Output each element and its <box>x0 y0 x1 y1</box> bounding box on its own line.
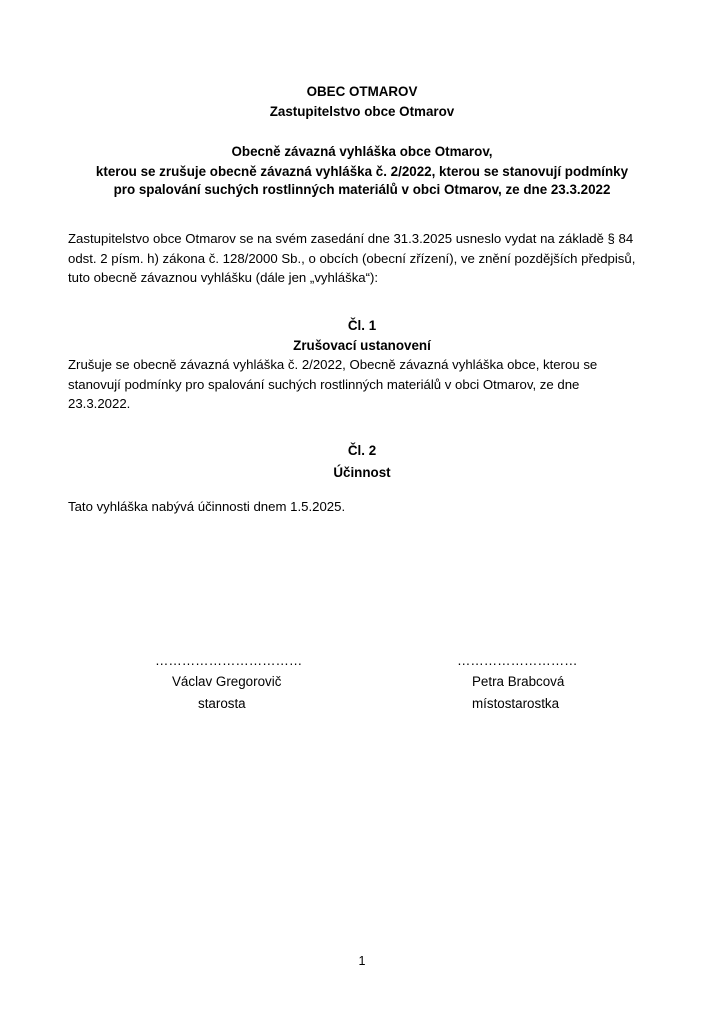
article-1-line: stanovují podmínky pro spalování suchých rostlinných materiálů v obci Otmarov, ze dne <box>68 376 580 392</box>
preamble-line: Zastupitelstvo obce Otmarov se na svém zasedání dne 31.3.2025 usneslo vydat na základě § 84 <box>68 231 634 246</box>
municipality-title: OBEC OTMAROV <box>306 84 418 99</box>
article-1-line: Zrušuje se obecně závazná vyhláška č. 2/2022, Obecně závazná vyhláška obce, kterou se <box>68 357 598 372</box>
article-1-line: 23.3.2022. <box>68 396 131 412</box>
signatory-name-left: Václav Gregorovič <box>172 674 282 689</box>
title-line: pro spalování suchých rostlinných materiálů v obci Otmarov, ze dne 23.3.2022 <box>113 182 611 197</box>
preamble <box>68 229 658 288</box>
preamble-line: tuto obecně závaznou vyhlášku (dále jen „vyhláška“): <box>68 270 379 286</box>
signatory-role-right: místostarostka <box>472 696 560 711</box>
preamble-line: odst. 2 písm. h) zákona č. 128/2000 Sb., o obcích (obecní zřízení), ve znění pozdějších předpisů, <box>68 250 636 266</box>
article-1-heading: Zrušovací ustanovení <box>293 338 431 353</box>
title-line: Obecně závazná vyhláška obce Otmarov, <box>231 144 493 159</box>
article-1-text <box>68 355 658 414</box>
article-2-text: Tato vyhláška nabývá účinnosti dnem 1.5.2025. <box>68 499 346 514</box>
signatory-role-left: starosta <box>198 696 246 711</box>
council-title: Zastupitelstvo obce Otmarov <box>269 104 455 119</box>
article-2-heading: Účinnost <box>333 465 391 480</box>
signatory-name-right: Petra Brabcová <box>472 674 565 689</box>
page-number: 1 <box>358 954 366 968</box>
article-2-number: Čl. 2 <box>347 443 377 458</box>
signature-line-right: ……………………… <box>457 653 578 668</box>
signature-line-left: …………………………… <box>155 653 303 668</box>
title-line: kterou se zrušuje obecně závazná vyhláška č. 2/2022, kterou se stanovují podmínky <box>95 164 629 179</box>
article-1-number: Čl. 1 <box>347 318 377 333</box>
